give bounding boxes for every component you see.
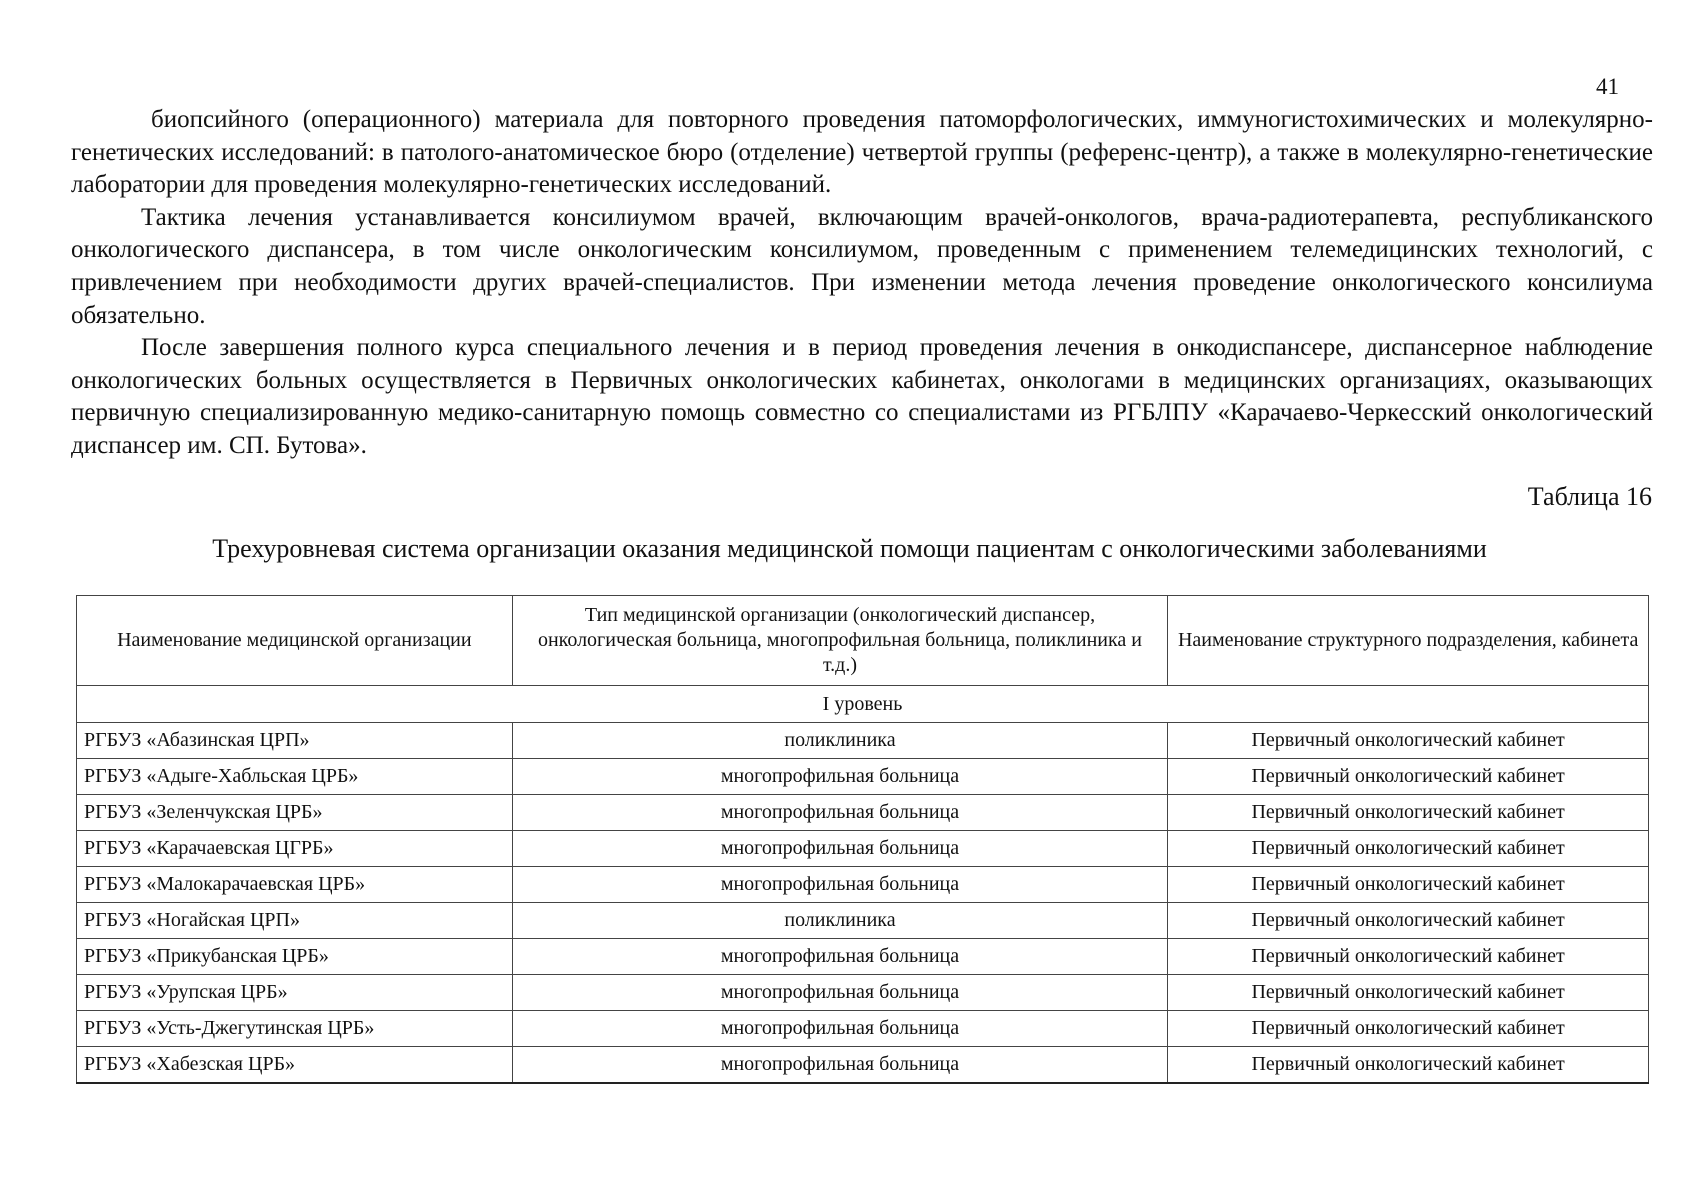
- level-row: [77, 686, 1649, 723]
- cell-organization-type: многопрофильная больница: [512, 1047, 1168, 1084]
- cell-organization-type: многопрофильная больница: [512, 831, 1168, 867]
- level-label: I уровень: [77, 686, 1649, 723]
- cell-organization-type: многопрофильная больница: [512, 939, 1168, 975]
- table-number: Таблица 16: [1527, 482, 1652, 511]
- header-structural-unit: Наименование структурного подразделения, кабинета: [1168, 596, 1649, 686]
- cell-organization-type: многопрофильная больница: [512, 759, 1168, 795]
- page-number: 41: [1596, 74, 1619, 99]
- cell-organization-type: многопрофильная больница: [512, 795, 1168, 831]
- paragraph-continued: биопсийного (операционного) материала для повторного проведения патоморфологических, иммуногистохимических и молекулярно-генетических исследований: в патолого-анатомическое бюро (отделение) четвертой группы (референс-центр), а также в молекулярно-генетические лаборатории для проведения молекулярно-генетических исследований.: [71, 106, 1653, 199]
- cell-organization-name: РГБУЗ «Карачаевская ЦГРБ»: [77, 831, 513, 867]
- cell-organization-name: РГБУЗ «Ногайская ЦРП»: [77, 903, 513, 939]
- cell-organization-type: многопрофильная больница: [512, 975, 1168, 1011]
- table-row: [77, 1047, 1649, 1084]
- cell-organization-name: РГБУЗ «Урупская ЦРБ»: [77, 975, 513, 1011]
- cell-structural-unit: Первичный онкологический кабинет: [1168, 831, 1649, 867]
- paragraph-follow-up: После завершения полного курса специального лечения и в период проведения лечения в онкодиспансере, диспансерное наблюдение онкологических больных осуществляется в Первичных онкологических кабинетах, онкологами в медицинских организациях, оказывающих первичную специализированную медико-санитарную помощь совместно со специалистами из РГБЛПУ «Карачаево-Черкесский онкологический диспансер им. СП. Бутова».: [71, 334, 1653, 459]
- cell-organization-name: РГБУЗ «Абазинская ЦРП»: [77, 723, 513, 759]
- table-row: [77, 1011, 1649, 1047]
- cell-organization-name: РГБУЗ «Зеленчукская ЦРБ»: [77, 795, 513, 831]
- header-organization-type: Тип медицинской организации (онкологический диспансер, онкологическая больница, многопрофильная больница, поликлиника и т.д.): [512, 596, 1168, 686]
- cell-organization-name: РГБУЗ «Малокарачаевская ЦРБ»: [77, 867, 513, 903]
- cell-structural-unit: Первичный онкологический кабинет: [1168, 1047, 1649, 1084]
- table-title: Трехуровневая система организации оказания медицинской помощи пациентам с онкологическими заболеваниями: [212, 534, 1487, 563]
- cell-structural-unit: Первичный онкологический кабинет: [1168, 903, 1649, 939]
- table-row: [77, 975, 1649, 1011]
- cell-organization-type: поликлиника: [512, 723, 1168, 759]
- cell-structural-unit: Первичный онкологический кабинет: [1168, 939, 1649, 975]
- table-row: [77, 831, 1649, 867]
- cell-structural-unit: Первичный онкологический кабинет: [1168, 1011, 1649, 1047]
- table-row: [77, 867, 1649, 903]
- cell-structural-unit: Первичный онкологический кабинет: [1168, 867, 1649, 903]
- cell-structural-unit: Первичный онкологический кабинет: [1168, 723, 1649, 759]
- cell-organization-name: РГБУЗ «Адыге-Хабльская ЦРБ»: [77, 759, 513, 795]
- cell-organization-name: РГБУЗ «Усть-Джегутинская ЦРБ»: [77, 1011, 513, 1047]
- table-row: [77, 795, 1649, 831]
- table-row: [77, 759, 1649, 795]
- header-organization-name: Наименование медицинской организации: [77, 596, 513, 686]
- paragraph-treatment-tactics: Тактика лечения устанавливается консилиумом врачей, включающим врачей-онкологов, врача-радиотерапевта, республиканского онкологического диспансера, в том числе онкологическим консилиумом, проведенным с применением телемедицинских технологий, с привлечением при необходимости других врачей-специалистов. При изменении метода лечения проведение онкологического консилиума обязательно.: [71, 203, 1653, 329]
- table-row: [77, 903, 1649, 939]
- organizations-table: [76, 595, 1649, 1084]
- table-header-row: [77, 596, 1649, 686]
- cell-organization-type: поликлиника: [512, 903, 1168, 939]
- cell-structural-unit: Первичный онкологический кабинет: [1168, 795, 1649, 831]
- cell-organization-type: многопрофильная больница: [512, 867, 1168, 903]
- cell-organization-type: многопрофильная больница: [512, 1011, 1168, 1047]
- cell-organization-name: РГБУЗ «Хабезская ЦРБ»: [77, 1047, 513, 1084]
- cell-organization-name: РГБУЗ «Прикубанская ЦРБ»: [77, 939, 513, 975]
- cell-structural-unit: Первичный онкологический кабинет: [1168, 975, 1649, 1011]
- table-row: [77, 939, 1649, 975]
- cell-structural-unit: Первичный онкологический кабинет: [1168, 759, 1649, 795]
- body-text: [71, 104, 1653, 463]
- table-row: [77, 723, 1649, 759]
